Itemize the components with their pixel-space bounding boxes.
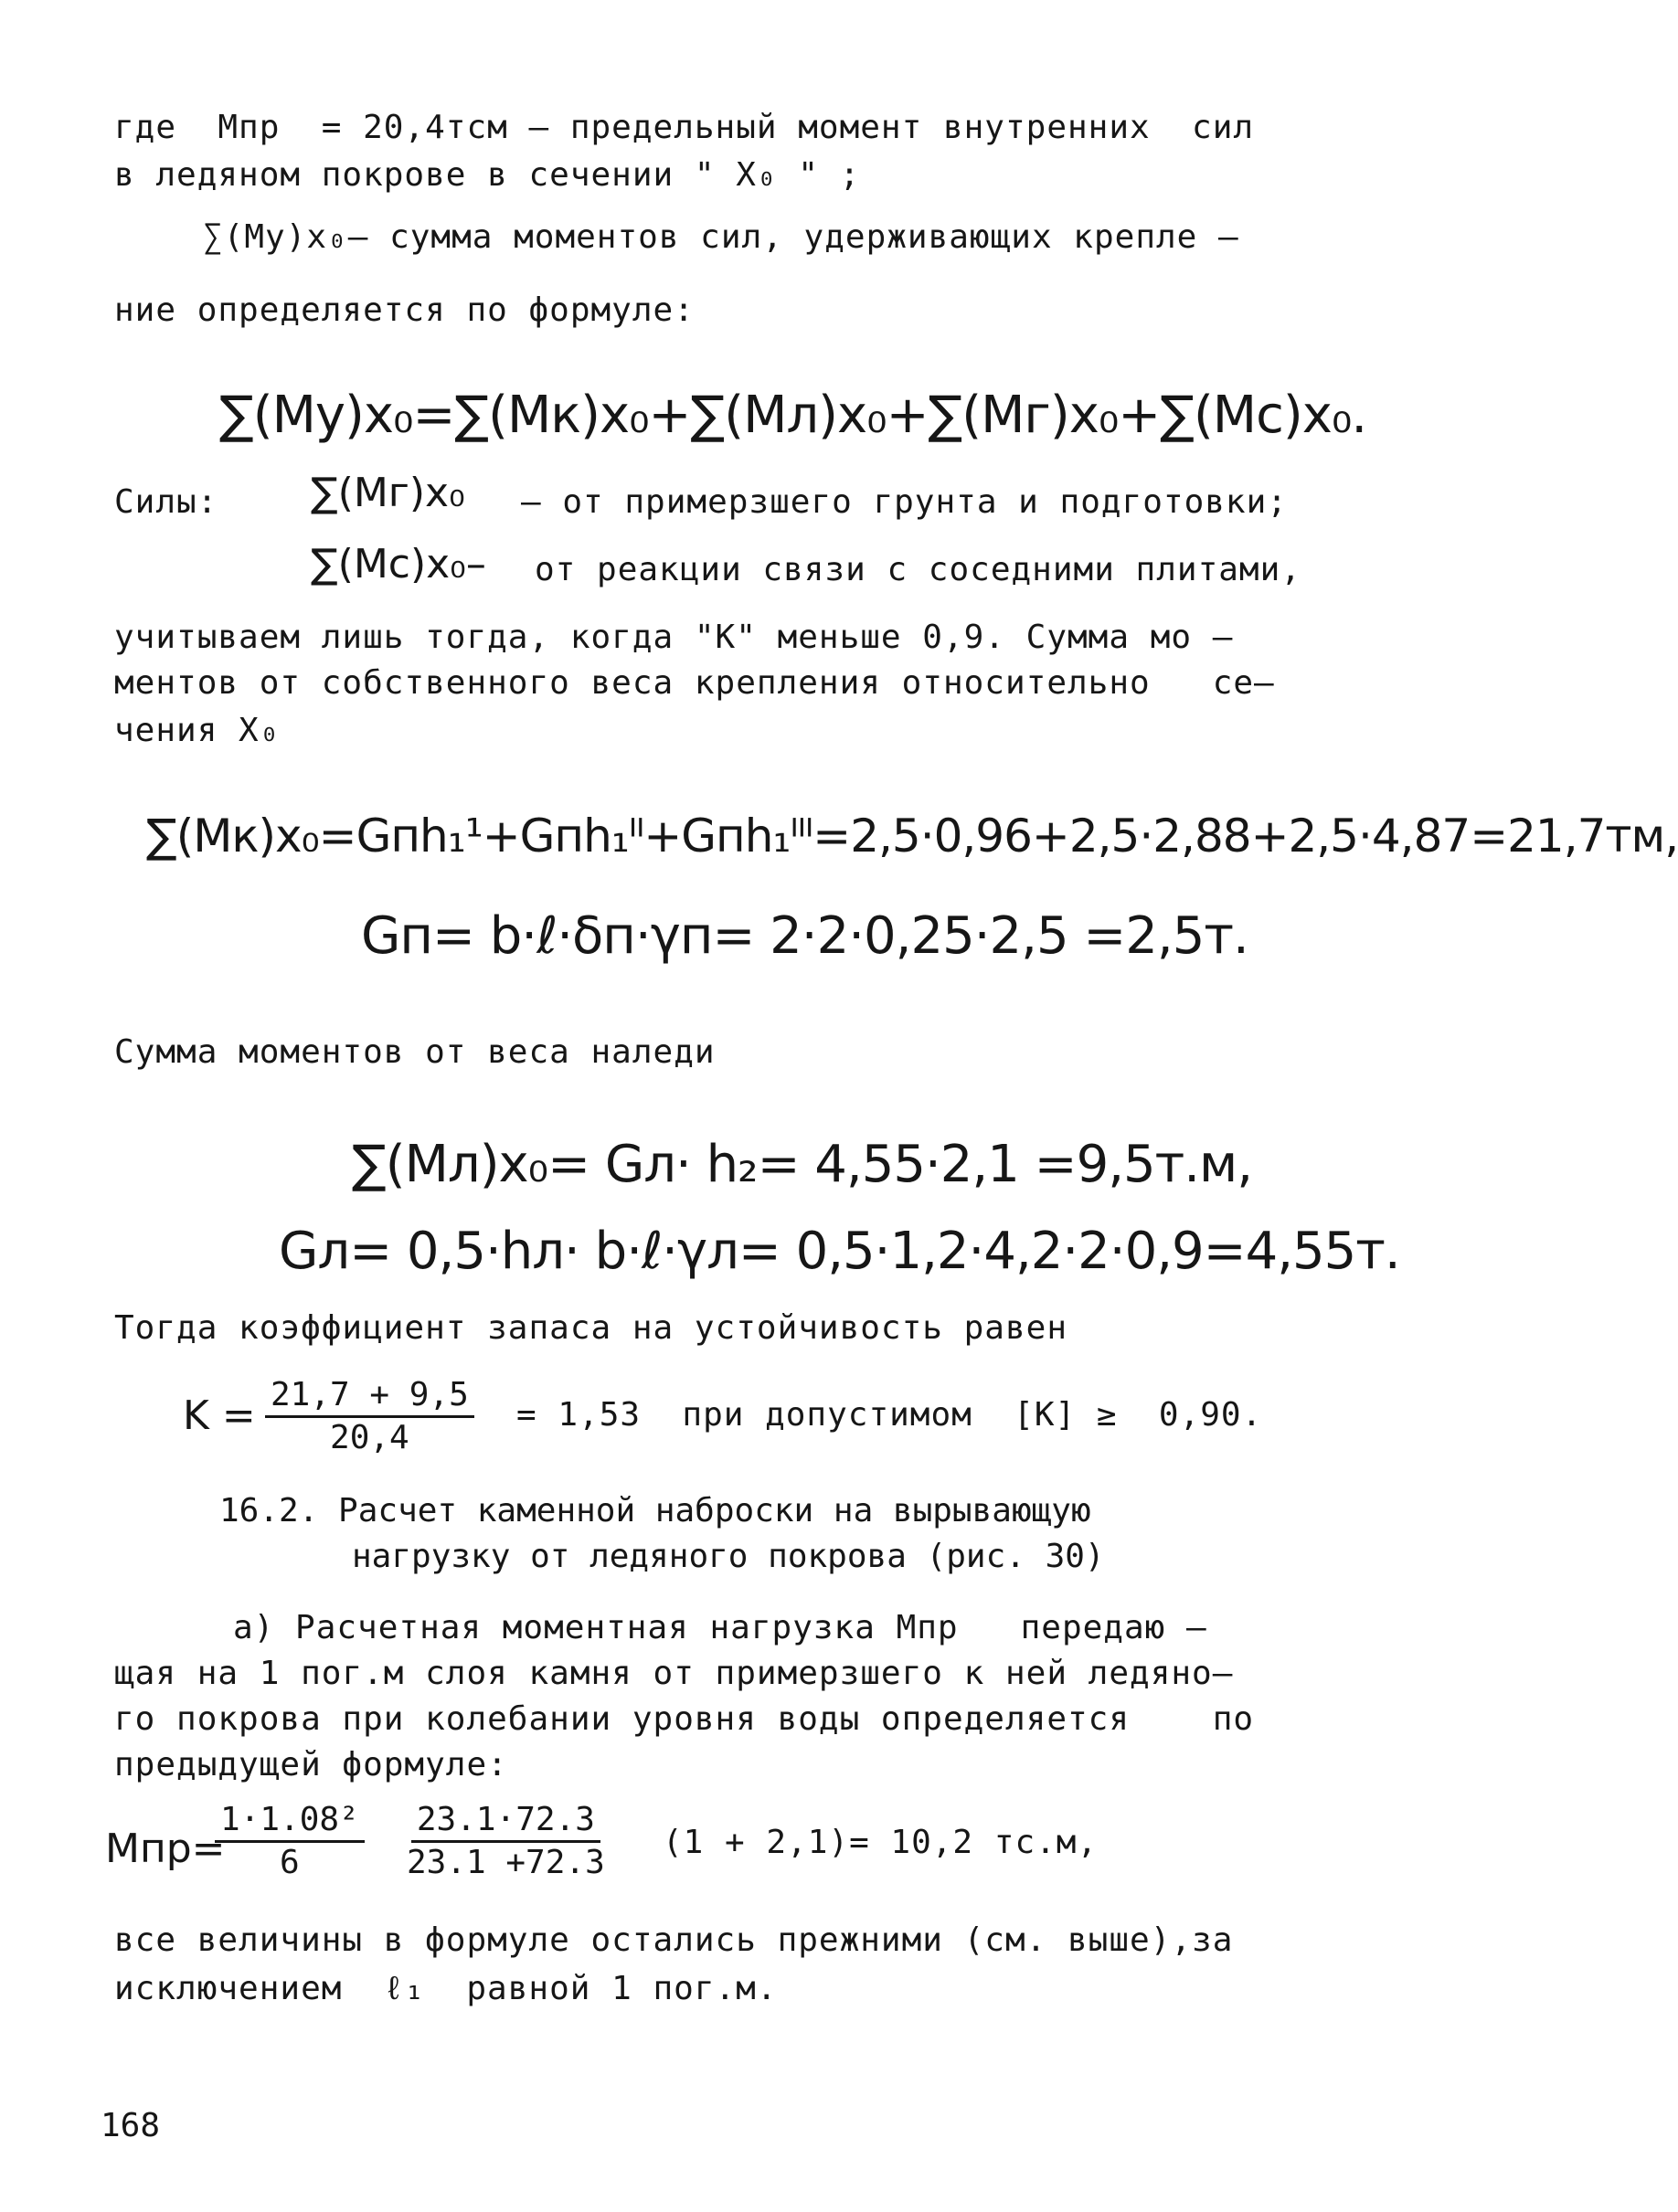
text-line: чения X₀ [114, 712, 281, 749]
text-line: Силы: [114, 483, 218, 521]
section-heading: нагрузку от ледяного покрова (рис. 30) [352, 1538, 1105, 1575]
k-fraction [265, 1375, 474, 1458]
formula-sum-moments: ∑(My)x₀=∑(Mк)x₀+∑(Mл)x₀+∑(Mг)x₀+∑(Mc)x₀. [219, 386, 1367, 445]
text-line: от реакции связи с соседними плитами, [535, 551, 1301, 588]
text-line: щая на 1 пог.м слоя камня от примерзшего к ней ледяно– [114, 1655, 1234, 1692]
text-line: в ледяном покрове в сечении " X₀ " ; [114, 156, 861, 194]
m-fraction-2 [407, 1800, 605, 1883]
text-line: учитываем лишь тогда, когда "K" меньше 0,9. Сумма мо – [114, 619, 1234, 656]
section-heading: 16.2. Расчет каменной наброски на вырывающую [219, 1492, 1091, 1529]
m-result: (1 + 2,1)= 10,2 тс.м, [663, 1824, 1099, 1861]
m-denominator-2: 23.1 +72.3 [407, 1844, 605, 1881]
formula-ice-weight: Gл= 0,5·hл· b·ℓ·γл= 0,5·1,2·4,2·2·0,9=4,55т. [279, 1222, 1400, 1281]
text-line: а) Расчетная моментная нагрузка Mпр передаю – [233, 1609, 1207, 1646]
m-label: Mпр= [105, 1826, 226, 1872]
text-line: Сумма моментов от веса наледи [114, 1033, 716, 1071]
text-line: где Mпр = 20,4тсм – предельный момент внутренних сил [114, 109, 1255, 146]
formula-inline: ∑(Mc)x₀– [311, 541, 486, 587]
k-denominator: 20,4 [330, 1419, 409, 1456]
k-numerator: 21,7 + 9,5 [265, 1375, 474, 1418]
page-number: 168 [101, 2107, 161, 2144]
text-line: все величины в формуле остались прежними (см. выше),за [114, 1921, 1234, 1959]
text-line: ние определяется по формуле: [114, 291, 695, 329]
formula-ice-moment: ∑(Mл)x₀= Gл· h₂= 4,55·2,1 =9,5т.м, [352, 1135, 1253, 1194]
text-line: го покрова при колебании уровня воды определяется по [114, 1700, 1255, 1738]
formula-slab-weight: Gп= b·ℓ·δп·γп= 2·2·0,25·2,5 =2,5т. [361, 906, 1248, 966]
m-numerator-2: 23.1·72.3 [411, 1800, 600, 1843]
text-line: – от примерзшего грунта и подготовки; [521, 483, 1288, 521]
m-numerator-1: 1·1.08² [215, 1800, 365, 1843]
text-line: ментов от собственного веса крепления относительно се– [114, 664, 1275, 702]
text-line: ∑(My)x₀– сумма моментов сил, удерживающих крепле – [203, 218, 1239, 256]
k-result: = 1,53 при допустимом [K] ≥ 0,90. [516, 1396, 1263, 1434]
text-line: Тогда коэффициент запаса на устойчивость равен [114, 1309, 1067, 1347]
formula-inline: ∑(Mг)x₀ [311, 470, 465, 516]
m-fraction-1 [215, 1800, 365, 1883]
formula-own-weight-moment: ∑(Mк)x₀=Gпh₁¹+Gпh₁ᴵᴵ+Gпh₁ᴵᴵᴵ=2,5·0,96+2,5·2,88+2,5·4,87=21,7тм, [146, 810, 1678, 863]
k-label: K = [183, 1392, 256, 1439]
text-line: исключением ℓ₁ равной 1 пог.м. [114, 1970, 778, 2007]
m-denominator-1: 6 [280, 1844, 300, 1881]
text-line: предыдущей формуле: [114, 1746, 508, 1783]
